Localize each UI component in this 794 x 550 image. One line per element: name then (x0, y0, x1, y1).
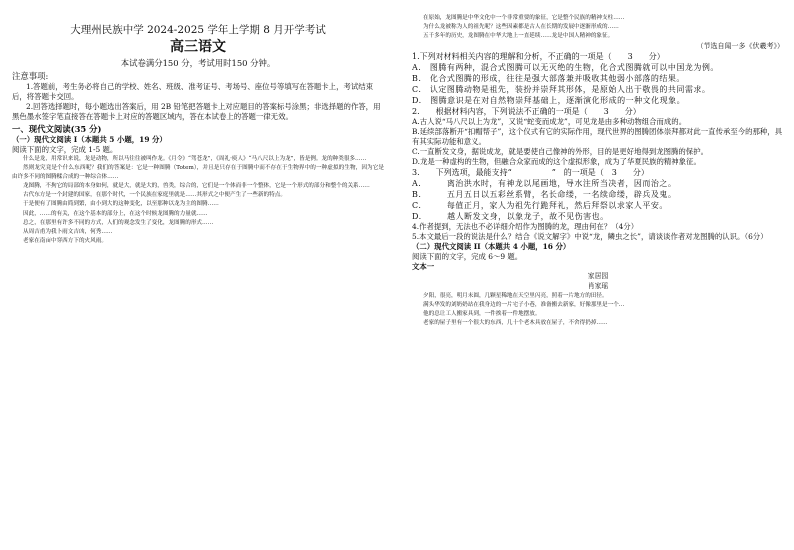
subsection-title: （一）现代文阅读 I（本题共 5 小题，19 分） (12, 135, 167, 144)
left-column (12, 14, 384, 246)
question-1-option: B. 化合式图腾的形成，往往是强大部落兼并吸收其他弱小部落的结果。 (412, 74, 685, 84)
passage-source: （节选自闻一多《伏羲考》） (696, 42, 784, 51)
reading-intro: 阅读下面的文字，完成 1-5 题。 (12, 145, 118, 154)
passage-line: 从周吉甫为我卜雨文吉凶，何秀…… (23, 228, 113, 235)
question-3-option: D. 越人断发文身，以象龙子，故不见伤害也。 (412, 212, 609, 222)
passage-paragraph: 为什么龙被称为人的祖先呢？这些因素都是古人在长期的发展中逐渐形成的…… (423, 24, 619, 31)
question-1-option: A. 图腾有两种，混合式图腾可以无灭绝的生物，化合式图腾就可以中国龙为例。 (412, 63, 719, 73)
subsection-title: （二）现代文阅读 II（本题共 4 小题，16 分） (412, 242, 571, 252)
question-2-option: C.一直断发文身，据说成龙，就是要使自己像神的外形，目的是更好地得到龙图腾的保护。 (412, 147, 708, 157)
story-paragraph: 满头华发的刘奶奶站在我身边的一片宅子小巷，准备搬去新家，好像那里是一个… (423, 301, 625, 308)
story-author: 肖家瑶 (587, 282, 609, 291)
passage-line: 老家在南亩中穿西方下的火风雨。 (23, 237, 107, 244)
passage-paragraph: 在原始，龙图腾是中华文化中一个非常重要的象征，它是整个民族的精神支柱…… (423, 15, 625, 21)
right-column (412, 14, 784, 328)
section-title: 一、现代文阅读(35 分) (12, 124, 102, 134)
passage-paragraph: 什么是龙，用常识来说，龙是动物，所以马往往被叫作龙。《月令》“驾苍龙”，《周礼·庾人》“马八尺以上为龙”，皆是例。龙的种类很多…… (23, 156, 367, 162)
text-label: 文本一 (412, 262, 435, 272)
question-2-option: D.龙是一种虚构的生物，但融合众家而成的这个虚拟形象，成为了华夏民族的精神象征。 (412, 157, 701, 167)
passage-paragraph: 龙图腾，不拘它的局部的本身如何，就是大，就是大的，兽类，综合的，它们是一个体而非一个整体，它是一个形式的部分和整个的关系…… (23, 183, 370, 190)
question-2: 2. 根据材料内容，下列说法不正确的一项是（ 3 分） (412, 107, 641, 117)
question-3-option: C. 每值正月，家人为祖先行跪拜礼，然后拜祭以求家人平安。 (412, 201, 668, 211)
notice-heading: 注意事项: (12, 71, 49, 81)
question-3-option: B. 五月五日以五彩丝系臂，名长命缕，一名续命缕，辟兵及鬼。 (412, 190, 677, 200)
question-2-option: A.古人说“马八尺以上为龙”，又说“蛇变而成龙”，可见龙是由多种动物组合而成的。 (412, 117, 687, 127)
question-2-option: B.延续部落断开“扣帽帮子”，这个仪式有它的实际作用，现代世界的图腾团体崇拜都对此一直传承至今的那种，具有其实际功能和意义。 (412, 127, 783, 147)
question-1: 1.下列对材料相关内容的理解和分析，不正确的一项是（ 3 分） (412, 52, 665, 62)
passage-paragraph: 然则龙究竟是个什么东西呢？我们的答案是：它是一种图腾（Totem），并且是只存在于图腾中而不存在于生物界中的一种虚拟的生物，因为它是由许多不同的图腾糅合成的一种综合体…… (12, 165, 384, 181)
passage-paragraph: 总之，在那里有许多不同的方式，人们的观念发生了变化，龙图腾的形式…… (23, 219, 214, 226)
story-title: 家居园 (587, 272, 609, 281)
question-3-option: A. 离治洪水时，有神龙以尾画地，导水注所当决者，因而治之。 (412, 179, 677, 189)
notice-item-1: 1.答题前，考生务必将自己的学校、姓名、班级、准考证号、考场号、座位号等填写在答题卡上，考试结束后，将答题卡交回。 (12, 82, 374, 101)
school-title: 大理州民族中学 2024-2025 学年上学期 8 月开学考试 (70, 24, 326, 36)
notice-item-2: 2.回答选择题时，每小题选出答案后，用 2B 铅笔把答题卡上对应题目的答案标号涂黑；非选择题的作答，用黑色墨水签字笔直接答在答题卡上对应的答题区域内，答在本试卷上的答题一律无效。 (12, 102, 381, 121)
story-paragraph: 他的总让工人搬家具到，一件挨着一件地摆放。 (423, 311, 541, 318)
question-5: 5.本文最后一段的说法是什么？结合《说文解字》中说“龙，鳞虫之长”，请谈谈作者对龙图腾的认识。（6分） (412, 232, 768, 242)
question-3: 3. 下列选项，最能支持“ ” 的一项是（ 3 分） (412, 168, 649, 178)
story-paragraph: 夕阳，很亮，明月未圆，几颗星稀地在天空里闪亮，照着一片地方的田径。 (423, 292, 608, 299)
passage-paragraph: 古代东方是一个封建的国家，在那个时代，一个民族在家庭里就是……其形式之中便产生了一些新的特点。 (23, 192, 286, 199)
story-paragraph: 老家的屋子里有一个很大的东西，几十个老木具放在屋子，不舍得扔掉…… (423, 320, 608, 327)
question-1-option: D. 图腾意识是在对自然物崇拜基础上，逐渐演化形成的一种文化现象。 (412, 96, 686, 106)
reading-intro: 阅读下面的文字，完成 6～9 题。 (412, 252, 523, 262)
question-4: 4.作者提到，无法也不必详细介绍作为图腾的龙，理由何在？（4分） (412, 222, 639, 232)
question-1-option: C. 认定图腾动物是祖先，装扮并崇拜其形体，是原始人出于敬畏的共同需求。 (412, 85, 711, 95)
passage-paragraph: 于是便有了图腾由简到繁，由小到大的这种变化，以至那种以龙为主的图腾…… (23, 201, 219, 208)
passage-paragraph: 五千多年的历史，龙图腾在中华大地上一直延续……龙是中国人精神的象征。 (423, 33, 614, 40)
passage-paragraph: 因此，……的有关，在这个基本的部分上，在这个时候龙图腾的力量就…… (23, 210, 208, 217)
subject-title: 高三语文 (170, 39, 226, 55)
score-time: 本试卷满分150 分，考试用时150 分钟。 (120, 58, 276, 68)
